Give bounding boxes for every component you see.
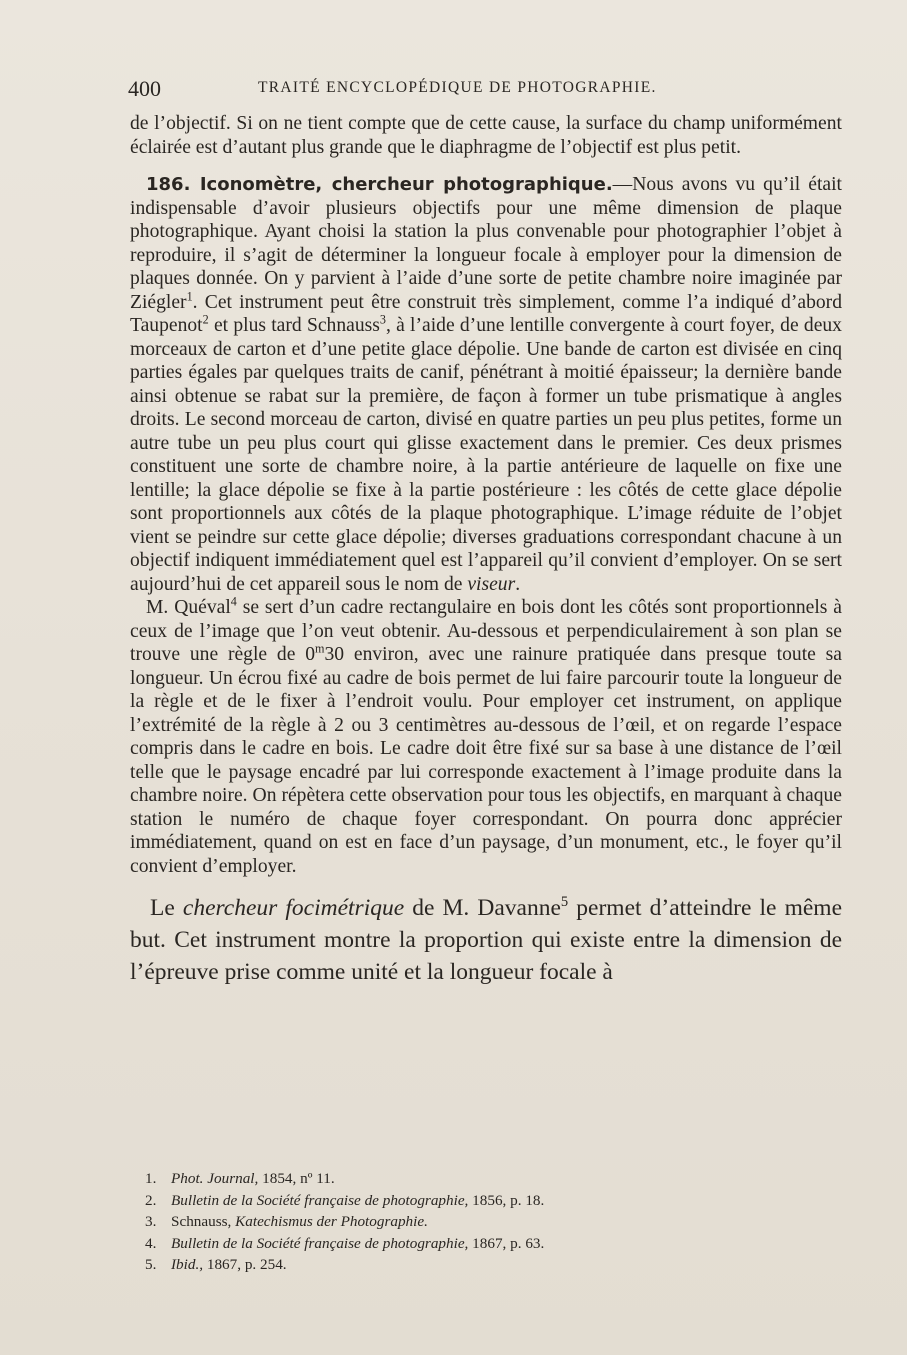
footnotes [145,1168,825,1276]
footnote [145,1190,825,1212]
paragraph-3-text: 30 environ, avec une rainure pratiquée dans presque toute sa longueur. Un écrou fixé au cadre de bois permet de lui faire parcourir toute la longueur de la règle et de le fixer à l’endroit voulu. Pour employer cet instrument, on applique l’extrémité de la règle à 2 ou 3 centimètres au-dessous de l’œil, et on regarde l’espace compris dans le cadre en bois. Le cadre doit être fixé sur sa base à une distance de l’œil telle que le paysage encadré par lui corresponde exactement à l’image produite dans la chambre noire. On répètera cette observation pour tous les objectifs, en marquant à chaque station le numéro de chaque foyer correspondant. On pourra donc apprécier immédiatement, quand on est en face d’un paysage, d’un monument, etc., le foyer qu’il convient d’employer. [130,644,842,877]
unit-superscript: m [315,641,325,656]
paragraph-4-text: permet d’atteindre le même but. Cet instrument montre la proportion qui existe entre la dimension de l’épreuve prise comme unité et la longueur focale à [130,895,842,985]
footnote-number: 5. [145,1256,157,1273]
running-title: TRAITÉ ENCYCLOPÉDIQUE DE PHOTOGRAPHIE. [258,79,657,96]
paragraph-4-text: de M. Davanne [404,895,561,921]
footnote-source: Ibid., [171,1256,204,1273]
footnote [145,1233,825,1255]
footnote-number: 4. [145,1234,157,1252]
footnote-ref: 2 [202,312,209,327]
footnote-author: Schnauss, [171,1213,236,1230]
paragraph-3 [130,596,842,878]
footnote-source: Phot. Journal, [171,1170,259,1187]
section-heading: 186. Iconomètre, chercheur photographique. [146,174,613,195]
italic-term: viseur [467,573,516,595]
footnote-detail: 1867, p. 254. [203,1256,287,1273]
footnote-source: Bulletin de la Société française de photographie, [171,1191,469,1209]
footnote-ref: 4 [230,594,237,609]
paragraph-2 [130,173,842,596]
paragraph-3-text: M. Quéval [146,597,231,618]
footnote-ref: 3 [379,312,386,327]
footnote-detail: 1867, p. 63. [468,1234,545,1252]
footnote-ref: 5 [560,894,569,911]
paragraph-4-text: Le [150,895,183,921]
paragraph-2-text: et plus tard Schnauss [208,315,380,336]
paragraph-2-text: —Nous avons vu qu’il était indispensable d’avoir plusieurs objectifs pour une même dimension de plaque photographique. Ayant choisi la station la plus convenable pour photographier l’objet à reproduire, il s’agit de déterminer la longueur focale à employer pour la dimension de plaques donnée. On y parvient à l’aide d’une sorte de petite chambre noire imaginée par Ziégler [130,174,842,313]
paragraph-4 [130,892,842,988]
footnote-number: 1. [145,1170,157,1187]
footnote [145,1168,825,1190]
paragraph-2-text: . Cet instrument peut être construit très simplement, comme l’a indiqué d’abord Taupenot [130,291,842,336]
footnote-source: Katechismus der Photographie. [235,1213,428,1230]
footnote-source: Bulletin de la Société française de photographie, [171,1234,469,1252]
footnote-ref: 1 [186,288,193,303]
body-text [130,112,842,988]
footnote-number: 3. [145,1213,157,1230]
footnote [145,1211,825,1233]
page-number: 400 [128,76,161,101]
paragraph-1: de l’objectif. Si on ne tient compte que de cette cause, la surface du champ uniformément éclairée est d’autant plus grande que le diaphragme de l’objectif est plus petit. [130,113,842,158]
paragraph-2-text: , à l’aide d’une lentille convergente à court foyer, de deux morceaux de carton et d’une petite glace dépolie. Une bande de carton est divisée en cinq parties égales par quelques traits de canif, pénétrant à moitié épaisseur; la dernière bande ainsi obtenue se rabat sur la première, de façon à former un tube prismatique à angles droits. Le second morceau de carton, divisé en quatre parties un peu plus petites, forme un autre tube un peu plus court qui glisse exactement dans le premier. Ces deux prismes constituent une sorte de chambre noire, à la partie antérieure de laquelle on fixe une lentille; la glace dépolie se fixe à la partie postérieure : les côtés de cette glace dépolie sont proportionnels aux côtés de la plaque photographique. L’image réduite de l’objet vient se peindre sur cette glace dépolie; diverses graduations correspondant chacune à un objectif indiquent immédiatement quel est l’appareil qu’il convient d’employer. On se sert aujourd’hui de cet appareil sous le nom de [130,315,842,595]
footnote-detail: 1854, nº 11. [258,1170,335,1187]
footnote-number: 2. [145,1191,157,1209]
footnote [145,1254,825,1276]
page-header [128,76,848,104]
footnote-detail: 1856, p. 18. [468,1191,545,1209]
paragraph-2-text: . [515,573,521,595]
italic-term: chercheur focimétrique [182,895,405,921]
paragraph-3-text: se sert d’un cadre rectangulaire en bois dont les côtés sont proportionnels à ceux de l’image que l’on veut obtenir. Au-dessous et perpendiculairement à son plan se trouve une règle de 0 [130,597,842,665]
